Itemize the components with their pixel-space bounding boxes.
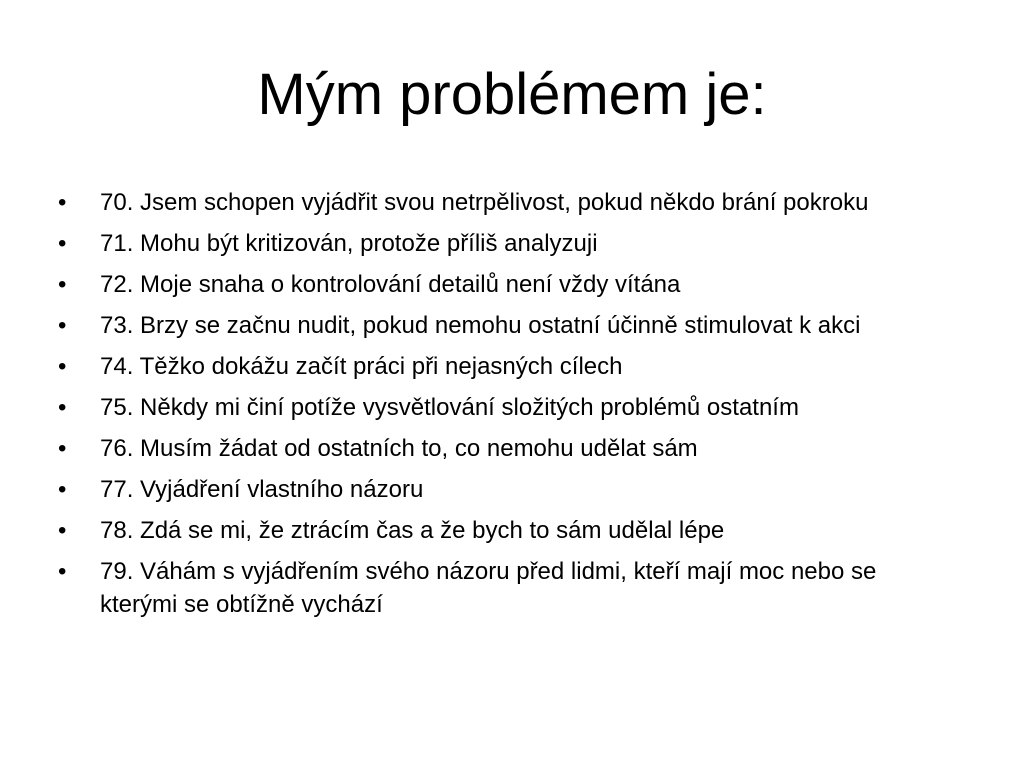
list-item-text: 73. Brzy se začnu nudit, pokud nemohu ostatní účinně stimulovat k akci <box>100 312 861 339</box>
list-item-text: 77. Vyjádření vlastního názoru <box>100 476 424 503</box>
list-item-text: 75. Někdy mi činí potíže vysvětlování složitých problémů ostatním <box>100 394 799 421</box>
bullet-icon: • <box>58 189 67 216</box>
bullet-icon: • <box>58 353 67 380</box>
list-item-text: 76. Musím žádat od ostatních to, co nemohu udělat sám <box>100 435 698 462</box>
bullet-icon: • <box>58 230 67 257</box>
list-item-text: 79. Váhám s vyjádřením svého názoru před lidmi, kteří mají moc nebo se kterými se obtížně vychází <box>100 558 877 618</box>
list-item <box>58 186 958 219</box>
list-item-text: 78. Zdá se mi, že ztrácím čas a že bych to sám udělal lépe <box>100 517 725 544</box>
bullet-icon: • <box>58 394 67 421</box>
list-item <box>58 514 958 547</box>
bullet-icon: • <box>58 558 67 585</box>
slide-title: Mým problémem je: <box>257 62 767 127</box>
list-item <box>58 350 958 383</box>
list-item <box>58 432 958 465</box>
list-item <box>58 227 958 260</box>
list-item <box>58 473 958 506</box>
list-item-text: 71. Mohu být kritizován, protože příliš analyzuji <box>100 230 598 257</box>
bullet-icon: • <box>58 312 67 339</box>
list-item-text: 70. Jsem schopen vyjádřit svou netrpělivost, pokud někdo brání pokroku <box>100 189 869 216</box>
list-item <box>58 555 958 621</box>
list-item-text: 74. Těžko dokážu začít práci při nejasných cílech <box>100 353 623 380</box>
bullet-icon: • <box>58 271 67 298</box>
bullet-icon: • <box>58 476 67 503</box>
list-item-text: 72. Moje snaha o kontrolování detailů není vždy vítána <box>100 271 681 298</box>
bullet-icon: • <box>58 435 67 462</box>
list-item <box>58 391 958 424</box>
bullet-icon: • <box>58 517 67 544</box>
list-item <box>58 309 958 342</box>
list-item <box>58 268 958 301</box>
bullet-list <box>58 186 958 629</box>
